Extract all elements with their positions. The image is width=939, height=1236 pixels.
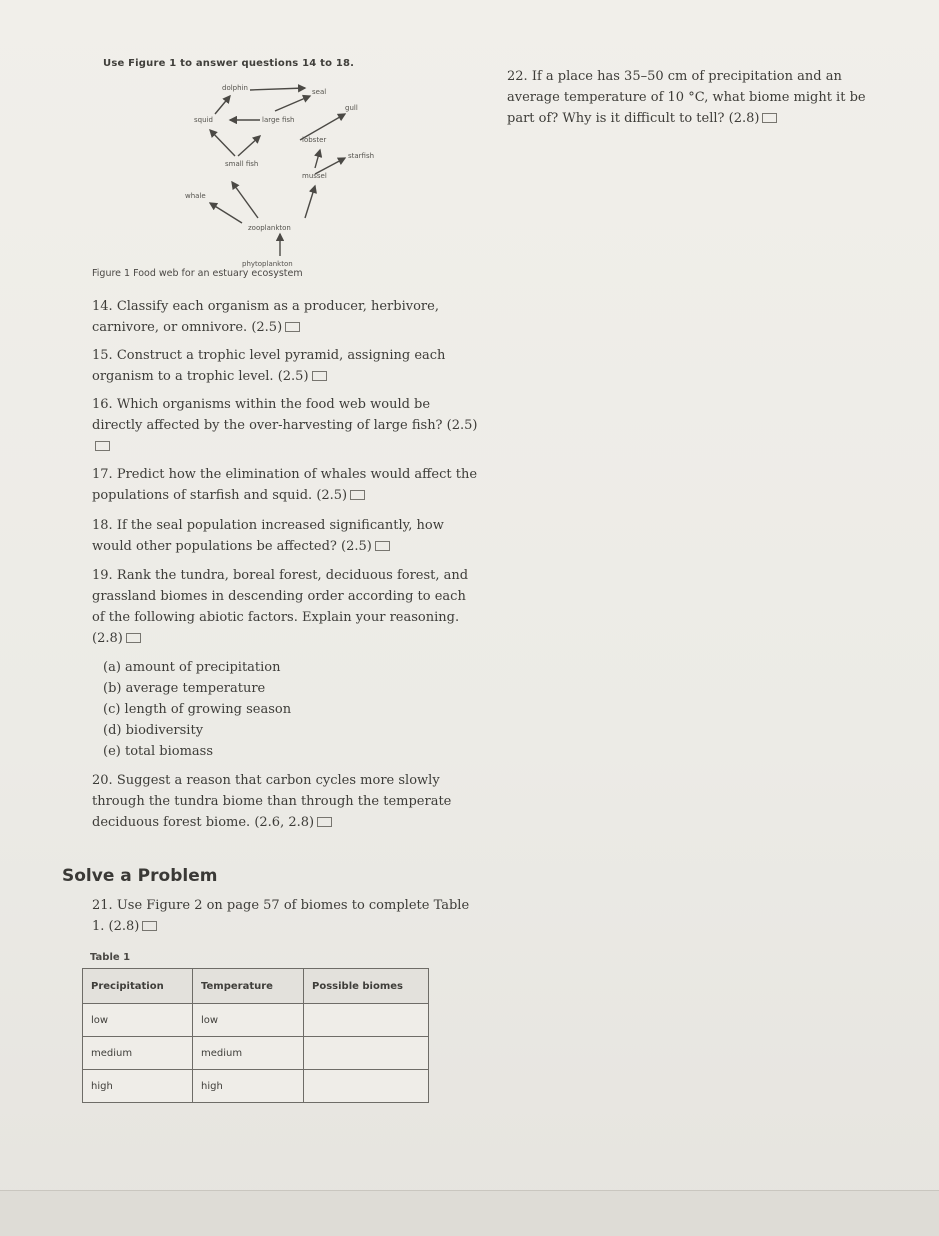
header-precipitation: Precipitation <box>83 969 193 1004</box>
node-large-fish: large fish <box>262 116 295 124</box>
node-mussel: mussel <box>302 172 327 180</box>
header-temperature: Temperature <box>193 969 304 1004</box>
node-gull: gull <box>345 104 358 112</box>
node-squid: squid <box>194 116 213 124</box>
skill-icon <box>350 490 365 500</box>
node-small-fish: small fish <box>225 160 259 168</box>
list-item: (d) biodiversity <box>103 723 204 738</box>
food-web-diagram <box>180 78 380 268</box>
table-row <box>83 1037 429 1070</box>
table-cell: low <box>193 1004 304 1037</box>
node-starfish: starfish <box>348 152 375 160</box>
node-zooplankton: zooplankton <box>248 224 291 232</box>
table-cell-blank <box>304 1070 429 1103</box>
node-dolphin: dolphin <box>222 84 248 92</box>
table-label: Table 1 <box>90 952 131 963</box>
arrow-zoo-mussel <box>305 186 315 218</box>
table-header-row <box>83 969 429 1004</box>
table-cell: high <box>193 1070 304 1103</box>
list-item: (b) average temperature <box>103 681 266 696</box>
node-whale: whale <box>185 192 206 200</box>
skill-icon <box>142 921 157 931</box>
arrow-zoo-whale <box>210 203 242 223</box>
arrow-seal-dolphin <box>250 88 305 90</box>
arrow-smallfish-squid <box>210 130 235 156</box>
table-cell: medium <box>83 1037 193 1070</box>
list-item: (c) length of growing season <box>103 702 292 717</box>
question-22: 22. If a place has 35–50 cm of precipitation and an average temperature of 10 °C, what biome might it be part of? Why is it difficult to tell? (2.8) <box>507 69 866 126</box>
arrow-largefish-seal <box>275 96 310 111</box>
page-bottom-margin <box>0 1191 939 1236</box>
skill-icon <box>285 322 300 332</box>
table-cell: low <box>83 1004 193 1037</box>
skill-icon <box>375 541 390 551</box>
question-19-factors <box>103 657 291 762</box>
question-17: 17. Predict how the elimination of whales would affect the populations of starfish and squid. (2.5) <box>92 467 478 503</box>
figure-instruction: Use Figure 1 to answer questions 14 to 18. <box>103 58 355 69</box>
question-15: 15. Construct a trophic level pyramid, assigning each organism to a trophic level. (2.5) <box>92 348 446 384</box>
node-phytoplankton: phytoplankton <box>242 260 293 268</box>
question-14: 14. Classify each organism as a producer, herbivore, carnivore, or omnivore. (2.5) <box>92 299 439 335</box>
table-row <box>83 1004 429 1037</box>
question-20: 20. Suggest a reason that carbon cycles more slowly through the tundra biome than through the temperate deciduous forest biome. (2.6, 2.8) <box>92 773 452 830</box>
skill-icon <box>126 633 141 643</box>
list-item: (e) total biomass <box>103 744 214 759</box>
table-cell: medium <box>193 1037 304 1070</box>
biome-table <box>82 968 429 1103</box>
skill-icon <box>95 441 110 451</box>
question-18: 18. If the seal population increased significantly, how would other populations be affected? (2.5) <box>92 518 444 554</box>
table-cell-blank <box>304 1037 429 1070</box>
skill-icon <box>317 817 332 827</box>
question-21: 21. Use Figure 2 on page 57 of biomes to complete Table 1. (2.8) <box>92 898 470 934</box>
node-lobster: lobster <box>302 136 327 144</box>
skill-icon <box>762 113 777 123</box>
question-19: 19. Rank the tundra, boreal forest, deciduous forest, and grassland biomes in descending order according to each of the following abiotic factors. Explain your reasoning. (2.8) <box>92 568 469 646</box>
arrow-squid-dolphin <box>215 96 230 114</box>
node-seal: seal <box>312 88 327 96</box>
skill-icon <box>312 371 327 381</box>
table-row <box>83 1070 429 1103</box>
header-possible-biomes: Possible biomes <box>304 969 429 1004</box>
arrow-mussel-lobster <box>315 150 320 168</box>
table-cell-blank <box>304 1004 429 1037</box>
figure-caption: Figure 1 Food web for an estuary ecosystem <box>92 268 303 279</box>
arrow-smallfish-largefish <box>238 136 260 156</box>
section-heading: Solve a Problem <box>62 866 218 886</box>
list-item: (a) amount of precipitation <box>103 660 281 675</box>
question-16: 16. Which organisms within the food web would be directly affected by the over-harvesting of large fish? (2.5) <box>92 394 482 457</box>
table-cell: high <box>83 1070 193 1103</box>
arrow-zoo-smallfish <box>232 182 258 218</box>
